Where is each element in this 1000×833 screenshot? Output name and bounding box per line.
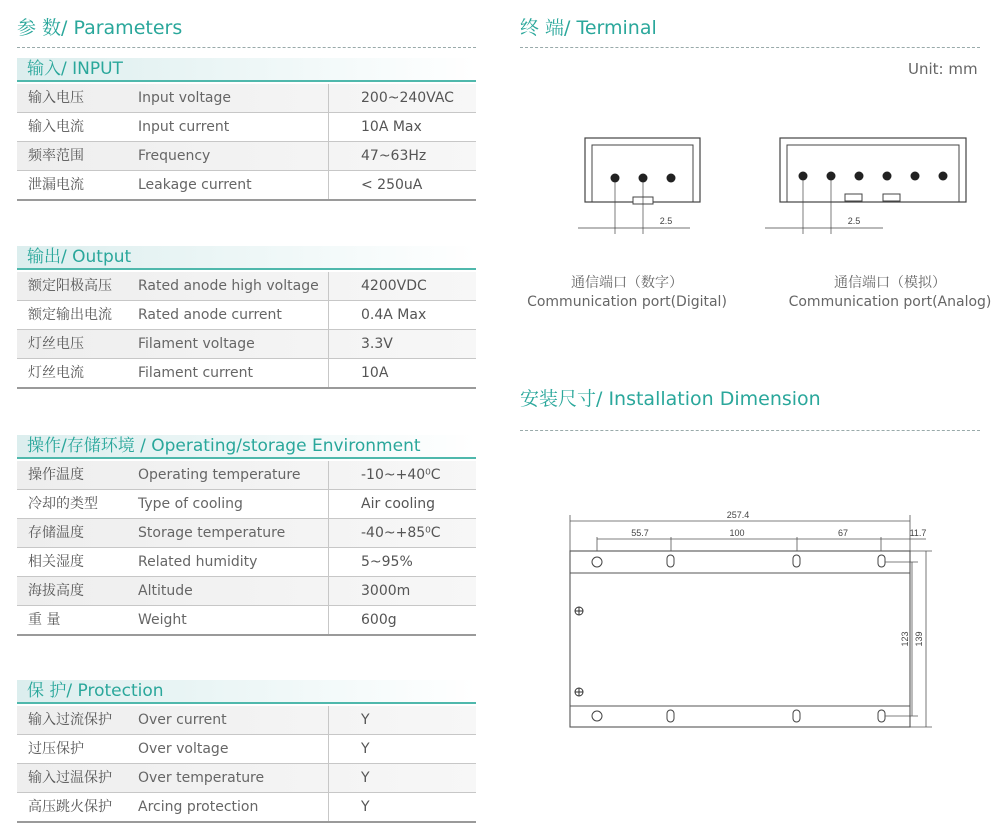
- row-label-en: Over current: [138, 712, 227, 728]
- row-label-en: Type of cooling: [138, 496, 243, 512]
- row-label-en: Storage temperature: [138, 525, 286, 541]
- group-title-environment: 操作/存储环境 / Operating/storage Environment: [27, 436, 421, 456]
- connector-pin: [911, 172, 920, 181]
- parameters-title: 参 数/ Parameters: [17, 17, 183, 39]
- row-label-en: Input current: [138, 119, 230, 135]
- keyhole-slot: [592, 557, 602, 567]
- table-row: [17, 490, 476, 519]
- group-header-environment: [17, 435, 476, 459]
- row-label-cn: 相关湿度: [28, 554, 84, 570]
- pitch-label: 2.5: [847, 216, 861, 226]
- row-label-cn: 泄漏电流: [28, 177, 84, 193]
- row-label-cn: 存储温度: [28, 525, 84, 541]
- row-value: < 250uA: [361, 177, 423, 193]
- installation-divider: [520, 430, 980, 431]
- row-label-cn: 频率范围: [28, 148, 84, 164]
- row-label-en: Rated anode high voltage: [138, 278, 319, 294]
- connector-inner: [787, 145, 959, 202]
- connector-latch: [845, 194, 862, 201]
- connector-pin: [827, 172, 836, 181]
- row-label-en: Related humidity: [138, 554, 258, 570]
- row-label-cn: 重 量: [28, 612, 61, 628]
- input-table: [17, 84, 476, 201]
- table-row: [17, 577, 476, 606]
- group-title-protection: 保 护/ Protection: [27, 681, 164, 701]
- mounting-slot: [793, 555, 800, 567]
- environment-table: [17, 461, 476, 636]
- table-row: [17, 84, 476, 113]
- table-row: [17, 142, 476, 171]
- analog-port-label-en: Communication port(Analog): [788, 294, 992, 310]
- analog-connector-drawing: [765, 130, 980, 240]
- digital-port-caption: [520, 274, 734, 312]
- row-value: Y: [361, 712, 370, 728]
- row-value: 0.4A Max: [361, 307, 427, 323]
- installation-dimension-drawing: [560, 505, 940, 745]
- group-title-output: 输出/ Output: [27, 247, 132, 267]
- connector-inner: [592, 145, 693, 202]
- connector-pin: [667, 174, 676, 183]
- mounting-slot: [878, 710, 885, 722]
- table-row: [17, 606, 476, 636]
- row-label-cn: 灯丝电压: [28, 336, 84, 352]
- connector-latch: [883, 194, 900, 201]
- mounting-slot: [878, 555, 885, 567]
- dim-left-offset: 55.7: [631, 528, 649, 538]
- row-label-cn: 输入过流保护: [28, 712, 112, 728]
- dim-hole-height: 123: [900, 631, 910, 647]
- group-header-protection: [17, 680, 476, 704]
- row-label-cn: 额定输出电流: [28, 307, 112, 323]
- table-row: [17, 301, 476, 330]
- row-value: 5~95%: [361, 554, 413, 570]
- digital-port-label-en: Communication port(Digital): [527, 294, 727, 310]
- row-value: 4200VDC: [361, 278, 427, 294]
- table-row: [17, 706, 476, 735]
- dim-hole-spacing-2: 67: [837, 528, 849, 538]
- table-row: [17, 171, 476, 201]
- dim-total-height: 139: [914, 631, 924, 647]
- row-value: 600g: [361, 612, 397, 628]
- parameters-divider: [17, 47, 476, 48]
- row-label-en: Filament current: [138, 365, 253, 381]
- terminal-title: 终 端/ Terminal: [520, 17, 657, 39]
- row-value: -10~+40⁰C: [361, 467, 441, 483]
- installation-title: 安装尺寸/ Installation Dimension: [520, 388, 821, 410]
- unit-label: Unit: mm: [908, 60, 978, 78]
- group-title-input: 输入/ INPUT: [27, 59, 123, 79]
- connector-pin: [939, 172, 948, 181]
- row-label-en: Weight: [138, 612, 187, 628]
- row-value: 200~240VAC: [361, 90, 454, 106]
- connector-pin: [883, 172, 892, 181]
- digital-port-label-cn: 通信端口（数字）: [571, 275, 683, 291]
- row-label-en: Over voltage: [138, 741, 229, 757]
- row-label-en: Input voltage: [138, 90, 232, 106]
- group-header-input: [17, 58, 476, 82]
- row-value: Y: [361, 770, 370, 786]
- terminal-divider: [520, 47, 980, 48]
- table-row: [17, 113, 476, 142]
- mounting-slot: [793, 710, 800, 722]
- table-row: [17, 793, 476, 823]
- row-label-en: Altitude: [138, 583, 193, 599]
- dim-total-width: 257.4: [726, 510, 750, 520]
- mounting-slot: [667, 555, 674, 567]
- connector-pin: [855, 172, 864, 181]
- dim-hole-spacing-1: 100: [729, 528, 745, 538]
- row-label-cn: 输入电流: [28, 119, 84, 135]
- row-label-cn: 输入过温保护: [28, 770, 112, 786]
- row-value: Air cooling: [361, 496, 436, 512]
- row-label-en: Operating temperature: [138, 467, 301, 483]
- row-value: 47~63Hz: [361, 148, 427, 164]
- table-row: [17, 272, 476, 301]
- connector-housing: [585, 138, 700, 202]
- output-table: [17, 272, 476, 389]
- row-label-en: Filament voltage: [138, 336, 255, 352]
- row-label-en: Rated anode current: [138, 307, 282, 323]
- table-row: [17, 548, 476, 577]
- row-label-cn: 海拔高度: [28, 583, 84, 599]
- dim-right-offset: 11.7: [909, 528, 927, 538]
- row-label-cn: 冷却的类型: [28, 496, 98, 512]
- protection-table: [17, 706, 476, 823]
- table-row: [17, 519, 476, 548]
- group-header-output: [17, 246, 476, 270]
- row-value: Y: [361, 799, 370, 815]
- row-label-cn: 高压跳火保护: [28, 799, 112, 815]
- row-label-en: Frequency: [138, 148, 211, 164]
- connector-pin: [799, 172, 808, 181]
- table-row: [17, 735, 476, 764]
- row-value: 10A: [361, 365, 389, 381]
- analog-port-label-cn: 通信端口（模拟）: [834, 275, 946, 291]
- row-label-cn: 输入电压: [28, 90, 84, 106]
- table-row: [17, 461, 476, 490]
- table-row: [17, 359, 476, 389]
- analog-port-caption: [785, 274, 995, 312]
- row-label-cn: 过压保护: [28, 741, 84, 757]
- connector-pin: [611, 174, 620, 183]
- row-value: Y: [361, 741, 370, 757]
- row-label-cn: 灯丝电流: [28, 365, 84, 381]
- table-row: [17, 764, 476, 793]
- row-label-en: Over temperature: [138, 770, 265, 786]
- digital-connector-drawing: [570, 130, 720, 240]
- row-value: 3.3V: [361, 336, 393, 352]
- pitch-label: 2.5: [659, 216, 673, 226]
- row-value: 3000m: [361, 583, 411, 599]
- row-label-en: Leakage current: [138, 177, 252, 193]
- connector-housing: [780, 138, 966, 202]
- row-value: -40~+85⁰C: [361, 525, 441, 541]
- table-row: [17, 330, 476, 359]
- row-value: 10A Max: [361, 119, 422, 135]
- keyhole-slot: [592, 711, 602, 721]
- enclosure-body: [570, 551, 910, 727]
- connector-pin: [639, 174, 648, 183]
- mounting-slot: [667, 710, 674, 722]
- row-label-cn: 操作温度: [28, 467, 84, 483]
- row-label-en: Arcing protection: [138, 799, 259, 815]
- row-label-cn: 额定阳极高压: [28, 278, 112, 294]
